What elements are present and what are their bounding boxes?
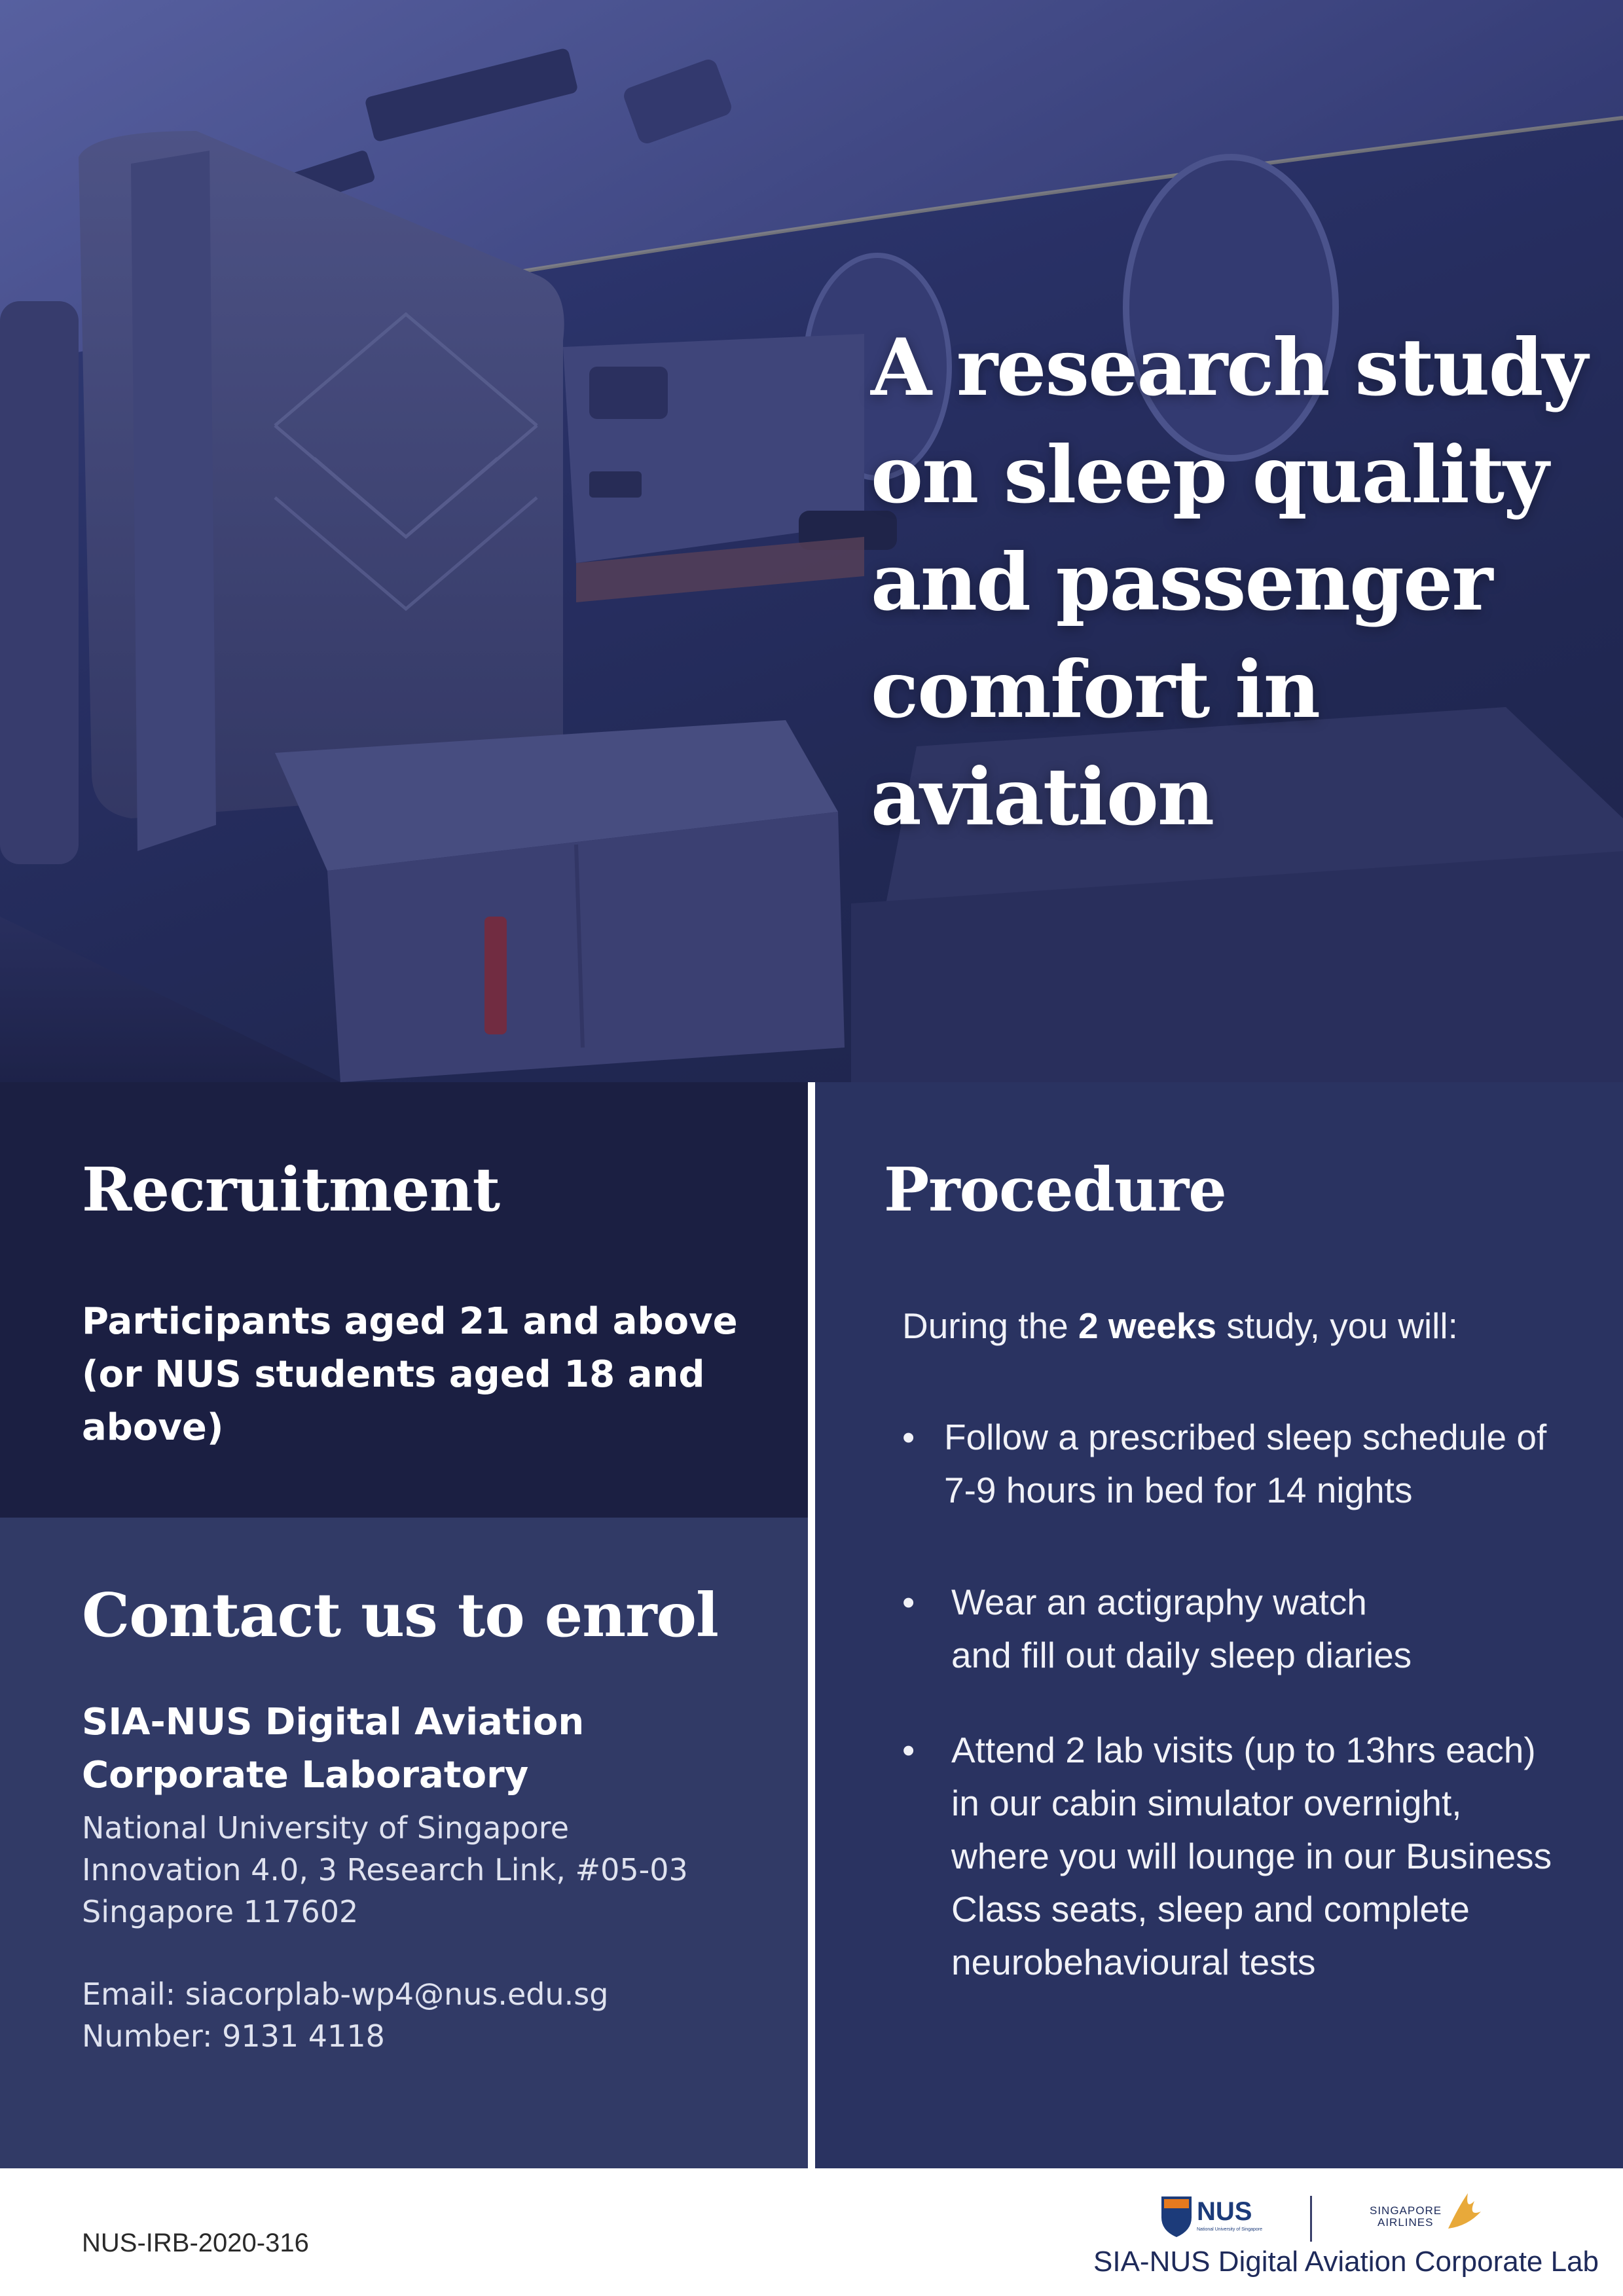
recruitment-criteria bbox=[82, 1295, 769, 1454]
lab-name: SIA-NUS Digital Aviation Corporate Lab bbox=[1093, 2246, 1599, 2278]
address-line: Singapore 117602 bbox=[82, 1894, 359, 1929]
organization-name-line: SIA-NUS Digital Aviation bbox=[82, 1701, 585, 1743]
procedure-bullet-line: Attend 2 lab visits (up to 13hrs each) bbox=[951, 1730, 1536, 1770]
recruitment-heading: Recruitment bbox=[82, 1154, 500, 1225]
hero-title-line: aviation bbox=[871, 751, 1214, 843]
procedure-bullet-line: 7-9 hours in bed for 14 nights bbox=[944, 1470, 1413, 1510]
hero-title-line: comfort in bbox=[871, 644, 1319, 736]
hero-title-line: A research study bbox=[871, 321, 1587, 414]
recruitment-line: (or NUS students aged 18 and bbox=[82, 1353, 705, 1396]
nus-logo bbox=[1160, 2191, 1291, 2244]
procedure-duration: 2 weeks bbox=[1078, 1305, 1217, 1346]
footer bbox=[0, 2168, 1623, 2296]
organization-name-line: Corporate Laboratory bbox=[82, 1754, 529, 1796]
procedure-intro bbox=[902, 1305, 1458, 1347]
contact-panel bbox=[0, 1518, 808, 2168]
address bbox=[82, 1807, 688, 1933]
procedure-bullet-line: neurobehavioural tests bbox=[951, 1942, 1316, 1982]
address-line: National University of Singapore bbox=[82, 1810, 569, 1846]
bullet-icon: • bbox=[902, 1417, 915, 1457]
recruitment-panel bbox=[0, 1082, 808, 1518]
logo-separator bbox=[1310, 2196, 1312, 2242]
organization-name bbox=[82, 1696, 584, 1802]
email-text[interactable]: Email: siacorplab-wp4@nus.edu.sg bbox=[82, 1977, 609, 2012]
procedure-heading: Procedure bbox=[884, 1154, 1226, 1225]
irb-number: NUS-IRB-2020-316 bbox=[82, 2229, 309, 2257]
recruitment-line: Participants aged 21 and above bbox=[82, 1300, 738, 1343]
hero-title-line: and passenger bbox=[871, 536, 1492, 629]
phone-number-text[interactable]: Number: 9131 4118 bbox=[82, 2018, 385, 2054]
procedure-bullet-line: Wear an actigraphy watch bbox=[951, 1582, 1367, 1622]
nus-logo-subtext: National University of Singapore bbox=[1197, 2227, 1262, 2232]
hero-image bbox=[0, 0, 1623, 1082]
sia-bird-icon bbox=[1448, 2193, 1481, 2229]
recruitment-line: above) bbox=[82, 1406, 224, 1449]
contact-heading: Contact us to enrol bbox=[82, 1580, 718, 1650]
procedure-panel bbox=[815, 1082, 1623, 2168]
sia-logo-text: SINGAPORE bbox=[1370, 2204, 1442, 2217]
nus-logo-text: NUS bbox=[1197, 2197, 1252, 2226]
contact-details bbox=[82, 1973, 608, 2057]
procedure-bullet-line: Follow a prescribed sleep schedule of bbox=[944, 1417, 1547, 1457]
address-line: Innovation 4.0, 3 Research Link, #05-03 bbox=[82, 1852, 688, 1887]
sia-logo-text: AIRLINES bbox=[1377, 2216, 1434, 2229]
procedure-bullet-line: Class seats, sleep and complete bbox=[951, 1889, 1470, 1929]
procedure-bullet-line: where you will lounge in our Business bbox=[951, 1836, 1552, 1876]
singapore-airlines-logo bbox=[1370, 2188, 1494, 2240]
procedure-intro-before: During the bbox=[902, 1305, 1079, 1346]
procedure-bullet-line: and fill out daily sleep diaries bbox=[951, 1635, 1412, 1675]
bullet-icon: • bbox=[902, 1582, 915, 1622]
panel-divider bbox=[808, 1082, 815, 2168]
procedure-bullet-line: in our cabin simulator overnight, bbox=[951, 1783, 1462, 1823]
bullet-icon: • bbox=[902, 1730, 915, 1770]
hero-title bbox=[871, 314, 1587, 851]
procedure-intro-after: study, you will: bbox=[1216, 1305, 1458, 1346]
hero-title-line: on sleep quality bbox=[871, 429, 1548, 521]
